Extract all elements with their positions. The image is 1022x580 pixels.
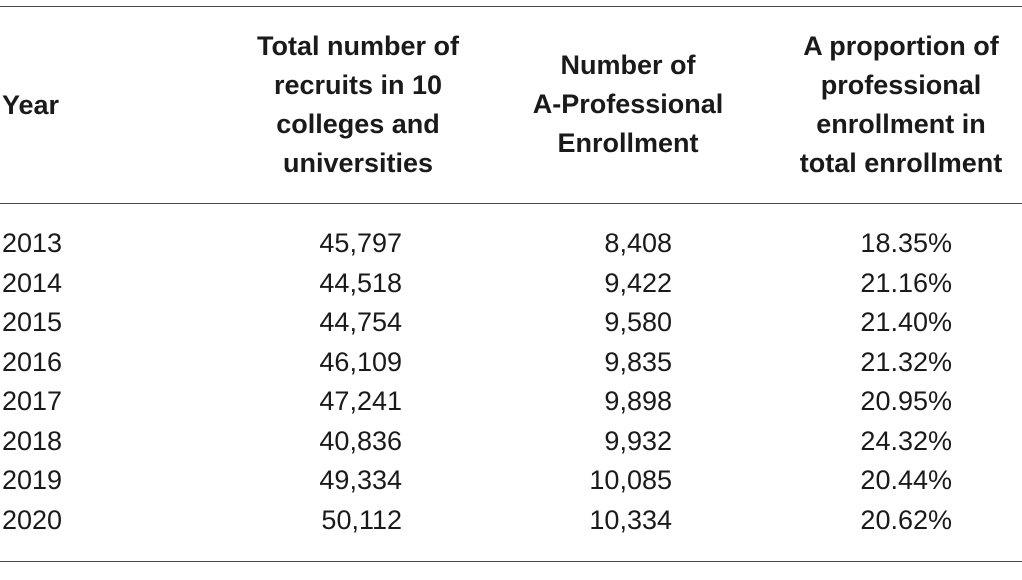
- cell-professional: 9,835: [604, 346, 672, 377]
- header-total-line-4: universities: [282, 148, 434, 178]
- cell-proportion: 21.32%: [860, 346, 952, 377]
- cell-proportion: 24.32%: [860, 425, 952, 456]
- table-row: [0, 303, 1022, 343]
- header-total-recruits: [230, 27, 486, 183]
- header-divider-rule: [0, 203, 1022, 204]
- cell-proportion: 20.44%: [860, 465, 952, 495]
- header-proportion: [780, 27, 1022, 183]
- cell-professional: 9,898: [604, 386, 672, 416]
- header-proportion-line-1: A proportion of: [803, 31, 999, 61]
- cell-total: 45,797: [319, 228, 402, 258]
- header-professional-line-2: A-Professional: [532, 89, 724, 119]
- cell-professional: 9,932: [604, 425, 672, 456]
- table-top-rule: [0, 6, 1022, 7]
- header-professional-line-1: Number of: [560, 50, 696, 80]
- cell-professional: 8,408: [604, 228, 672, 258]
- cell-year: 2014: [2, 267, 63, 298]
- header-year-label: Year: [2, 90, 60, 120]
- header-total-line-1: Total number of: [257, 31, 459, 61]
- cell-total: 47,241: [319, 386, 402, 416]
- header-total-line-3: colleges and: [276, 109, 440, 139]
- cell-proportion: 21.40%: [860, 307, 952, 337]
- header-proportion-line-3: enrollment in: [816, 109, 986, 139]
- cell-year: 2018: [2, 425, 63, 456]
- cell-year: 2016: [2, 346, 63, 377]
- cell-total: 49,334: [319, 465, 402, 495]
- cell-professional: 10,334: [589, 504, 672, 535]
- cell-professional: 9,580: [604, 307, 672, 337]
- cell-year: 2015: [2, 307, 63, 337]
- cell-proportion: 21.16%: [860, 267, 952, 298]
- table-row: [0, 422, 1022, 462]
- table-row: [0, 224, 1022, 264]
- cell-professional: 10,085: [589, 465, 672, 495]
- cell-proportion: 20.62%: [860, 504, 952, 535]
- table-row: [0, 264, 1022, 304]
- cell-proportion: 20.95%: [860, 386, 952, 416]
- cell-total: 46,109: [319, 346, 402, 377]
- cell-year: 2019: [2, 465, 63, 495]
- cell-total: 44,754: [319, 307, 402, 337]
- table-row: [0, 461, 1022, 501]
- header-proportion-line-4: total enrollment: [799, 148, 1003, 178]
- cell-total: 44,518: [319, 267, 402, 298]
- cell-total: 50,112: [321, 504, 402, 535]
- table-row: [0, 382, 1022, 422]
- cell-professional: 9,422: [604, 267, 672, 298]
- header-professional-line-3: Enrollment: [557, 128, 699, 158]
- cell-proportion: 18.35%: [860, 228, 952, 258]
- table-row: [0, 343, 1022, 383]
- cell-total: 40,836: [319, 425, 402, 456]
- header-year: [2, 86, 59, 125]
- header-proportion-line-2: professional: [820, 70, 982, 100]
- cell-year: 2020: [2, 504, 63, 535]
- cell-year: 2013: [2, 228, 63, 258]
- header-professional-enrollment: [510, 46, 746, 163]
- table-body: [0, 224, 1022, 540]
- cell-year: 2017: [2, 386, 63, 416]
- header-total-line-2: recruits in 10: [273, 70, 443, 100]
- table-bottom-rule: [0, 561, 1022, 562]
- table-row: [0, 501, 1022, 541]
